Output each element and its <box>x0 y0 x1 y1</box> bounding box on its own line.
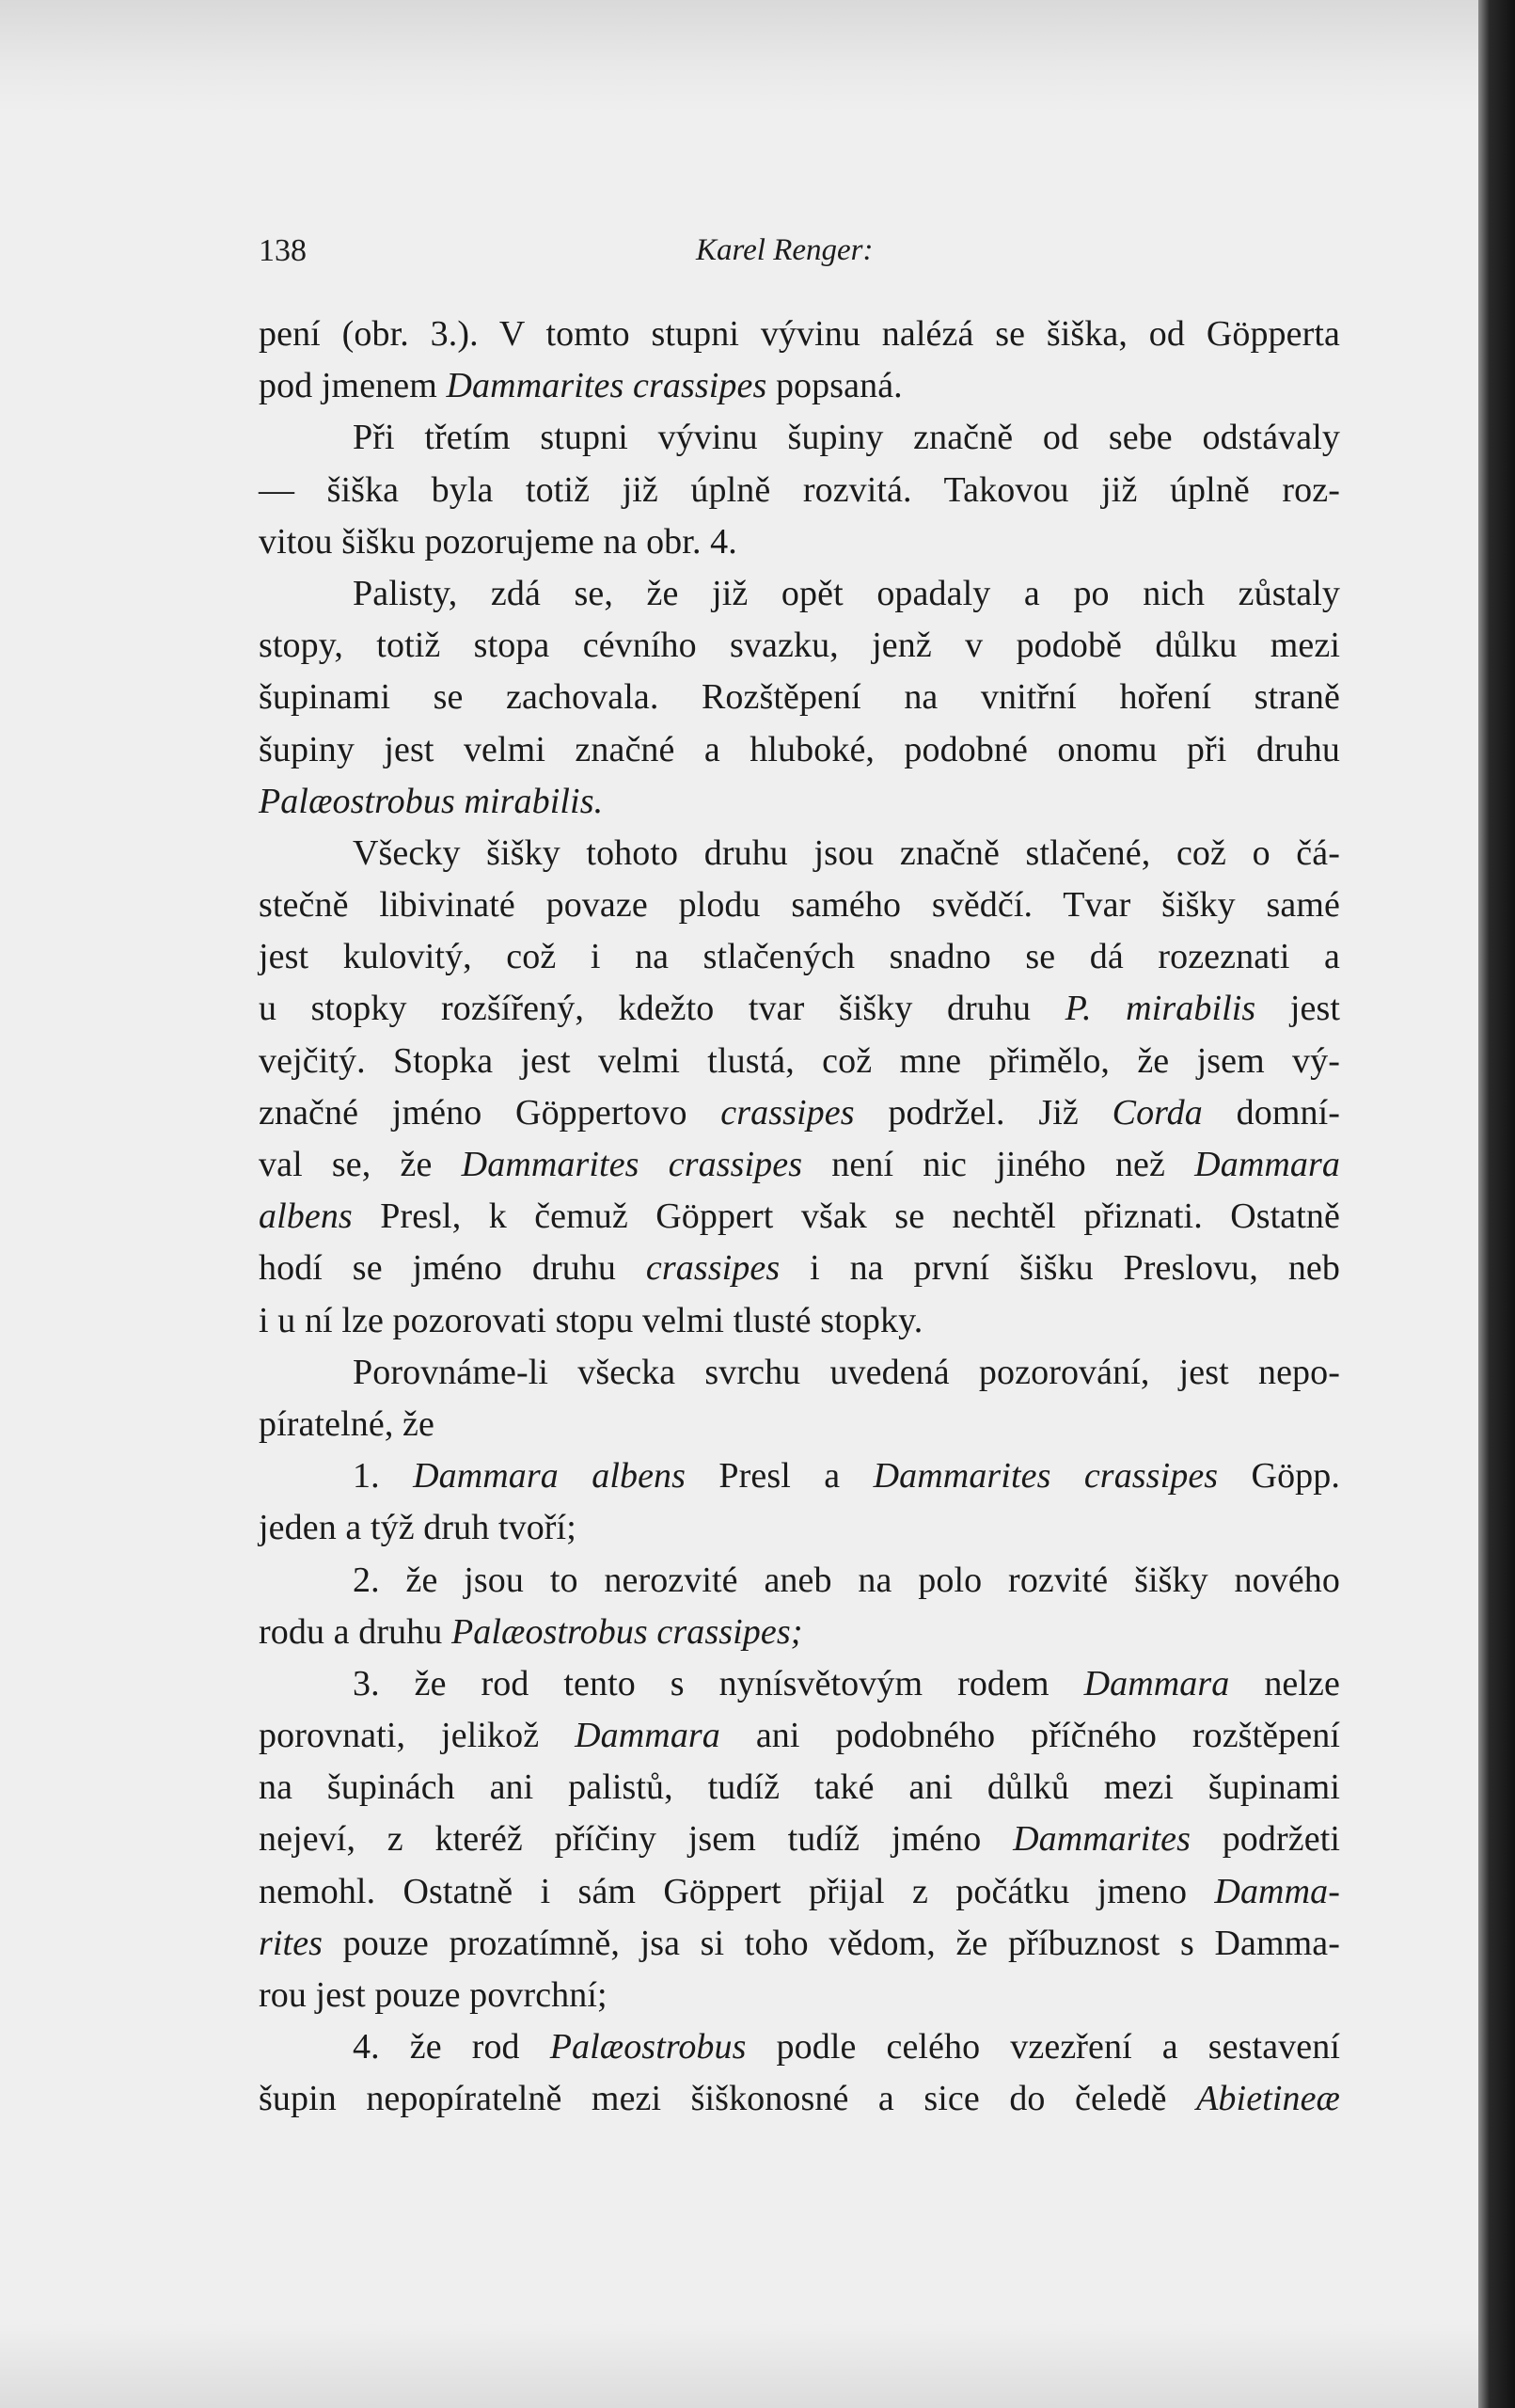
text-line: rites pouze prozatímně, jsa si toho vědom, že příbuznost s Damma- <box>259 1923 1340 1963</box>
list-item-4: 4. že rod Palæostrobus podle celého vzezření a sestavení <box>353 2027 1340 2067</box>
text-line: šupinami se zachovala. Rozštěpení na vnitřní hoření straně <box>259 677 1340 718</box>
text-line: Palisty, zdá se, že již opět opadaly a po nich zůstaly <box>353 573 1340 613</box>
body-text <box>259 309 1340 2126</box>
text-line: vitou šišku pozorujeme na obr. 4. <box>259 521 737 562</box>
text-line: i u ní lze pozorovati stopu velmi tlusté stopky. <box>259 1300 923 1340</box>
text-line: nejeví, z kteréž příčiny jsem tudíž jméno Dammarites podržeti <box>259 1819 1341 1860</box>
list-item-1: 1. Dammara albens Presl a Dammarites crassipes Göpp. <box>353 1456 1340 1497</box>
text-line: — šiška byla totiž již úplně rozvitá. Takovou již úplně roz- <box>259 469 1340 510</box>
list-item-3: 3. že rod tento s nynísvětovým rodem Dammara nelze <box>353 1663 1340 1703</box>
text-line: stopy, totiž stopa cévního svazku, jenž v podobě důlku mezi <box>259 626 1340 666</box>
running-head: Karel Renger: <box>696 233 874 267</box>
text-line: pod jmenem Dammarites crassipes popsaná. <box>259 366 903 406</box>
text-line: nemohl. Ostatně i sám Göppert přijal z počátku jmeno Damma- <box>259 1871 1340 1911</box>
text-line: rou jest pouze povrchní; <box>259 1975 608 2015</box>
text-line: na šupinách ani palistů, tudíž také ani důlků mezi šupinami <box>259 1767 1340 1808</box>
text-line: píratelné, že <box>259 1403 434 1444</box>
text-line: Při třetím stupni vývinu šupiny značně od sebe odstávaly <box>353 418 1340 458</box>
text-line: Všecky šišky tohoto druhu jsou značně stlačené, což o čá- <box>353 832 1340 873</box>
text-line: jest kulovitý, což i na stlačených snadno se dá rozeznati a <box>259 937 1340 977</box>
list-item-2: 2. že jsou to nerozvité aneb na polo rozvité šišky nového <box>353 1560 1340 1600</box>
text-line: šupiny jest velmi značné a hluboké, podobné onomu při druhu <box>259 729 1340 769</box>
text-line: u stopky rozšířený, kdežto tvar šišky druhu P. mirabilis jest <box>259 989 1340 1029</box>
text-line: šupin nepopíratelně mezi šiškonosné a sice do čeledě Abietineæ <box>259 2079 1340 2119</box>
text-line: rodu a druhu Palæostrobus crassipes; <box>259 1611 803 1652</box>
page-header <box>259 233 1340 280</box>
page-number: 138 <box>259 233 307 268</box>
text-line: jeden a týž druh tvoří; <box>259 1508 576 1548</box>
page-edge-shadow <box>1478 0 1515 2408</box>
text-line: val se, že Dammarites crassipes není nic jiného než Dammara <box>259 1145 1340 1184</box>
text-line: Palæostrobus mirabilis. <box>259 781 604 821</box>
text-line: vejčitý. Stopka jest velmi tlustá, což mne přimělo, že jsem vý- <box>259 1040 1340 1081</box>
text-line: porovnati, jelikož Dammara ani podobného příčného rozštěpení <box>259 1716 1340 1756</box>
text-line: albens Presl, k čemuž Göppert však se nechtěl přiznati. Ostatně <box>259 1196 1340 1237</box>
text-line: hodí se jméno druhu crassipes i na první šišku Preslovu, neb <box>259 1248 1340 1289</box>
text-line: značné jméno Göppertovo crassipes podržel. Již Corda domní- <box>259 1092 1340 1133</box>
text-line: pení (obr. 3.). V tomto stupni vývinu nalézá se šiška, od Göpperta <box>259 314 1340 354</box>
text-line: stečně libivinaté povaze plodu samého svědčí. Tvar šišky samé <box>259 885 1340 926</box>
text-line: Porovnáme-li všecka svrchu uvedená pozorování, jest nepo- <box>353 1352 1340 1392</box>
